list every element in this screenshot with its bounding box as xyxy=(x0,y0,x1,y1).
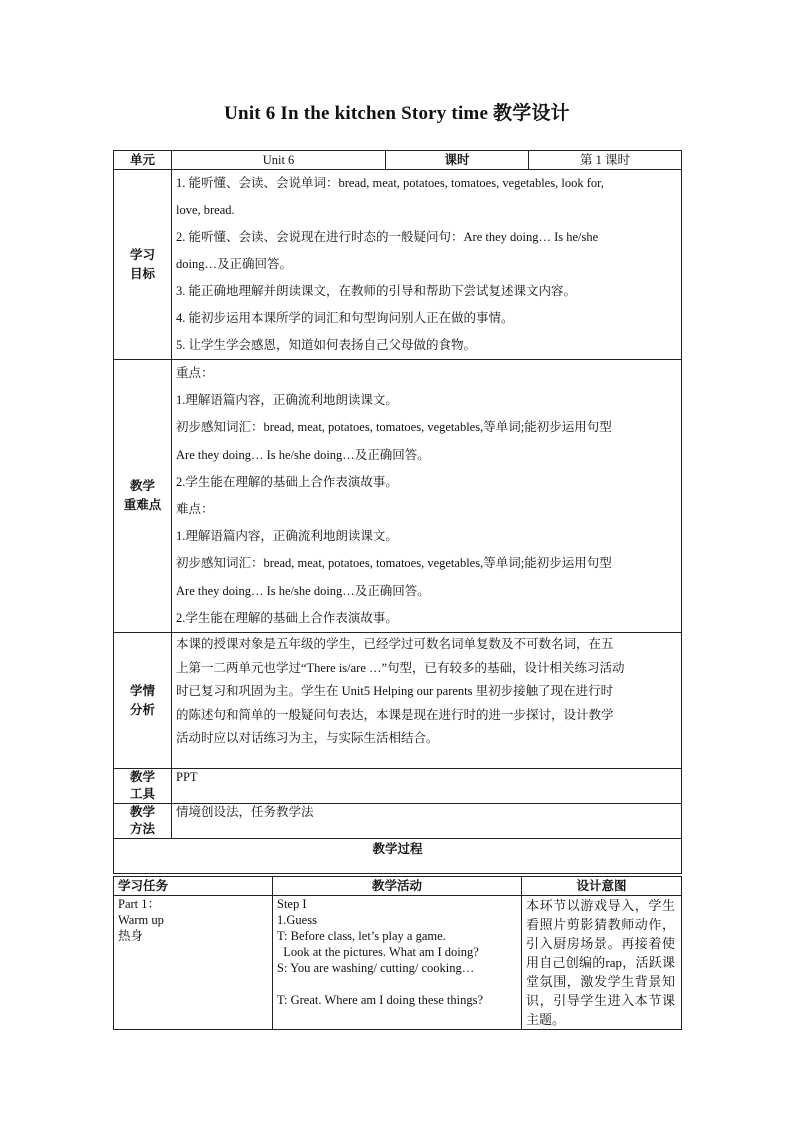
objectives-content xyxy=(172,170,682,360)
analysis-row xyxy=(114,633,682,769)
unit-value: Unit 6 xyxy=(172,151,386,170)
methods-value: 情境创设法，任务教学法 xyxy=(176,805,314,820)
activity-line: S: You are washing/ cutting/ cooking… xyxy=(277,961,475,975)
analysis-line: 时已复习和巩固为主。学生在 Unit5 Helping our parents 里初步接触了现在进行时 xyxy=(176,684,614,699)
intent-cell: 本环节以游戏导入，学生看照片剪影猜教师动作，引入厨房场景。再接着使用自己创编的rap，活跃课堂氛围，激发学生背景知识，引导学生进入本节课主题。 xyxy=(522,896,682,1030)
process-row xyxy=(114,896,682,1030)
objective-line: 1. 能听懂、会读、会说单词：bread, meat, potatoes, tomatoes, vegetables, look for, xyxy=(176,176,604,190)
analysis-line: 活动时应以对话练习为主，与实际生活相结合。 xyxy=(176,731,439,746)
unit-label: 单元 xyxy=(114,151,172,170)
methods-row xyxy=(114,804,682,839)
activity-line: Step I xyxy=(277,897,307,911)
col-activity-header: 教学活动 xyxy=(273,877,522,896)
task-line: Part 1： xyxy=(118,897,161,911)
methods-content xyxy=(172,804,682,839)
keypoint-line: 2.学生能在理解的基础上合作表演故事。 xyxy=(176,474,398,489)
analysis-line: 本课的授课对象是五年级的学生，已经学过可数名词单复数及不可数名词，在五 xyxy=(176,637,614,652)
process-heading-row xyxy=(114,839,682,874)
keypoint-line: 重点： xyxy=(176,366,214,380)
keypoint-line: 1.理解语篇内容，正确流利地朗读课文。 xyxy=(176,393,398,408)
process-table xyxy=(113,876,682,1030)
col-intent-header: 设计意图 xyxy=(522,877,682,896)
objectives-row xyxy=(114,170,682,360)
objective-line: 5. 让学生学会感恩，知道如何表扬自己父母做的食物。 xyxy=(176,338,477,352)
keypoints-content xyxy=(172,360,682,633)
activity-line: T: Before class, let’s play a game. xyxy=(277,929,446,943)
analysis-label: 学情 分析 xyxy=(114,633,172,769)
keypoint-line: 难点： xyxy=(176,502,214,517)
activity-line: Look at the pictures. What am I doing? xyxy=(277,945,479,959)
task-line: Warm up xyxy=(118,913,164,927)
tools-content xyxy=(172,769,682,804)
analysis-content xyxy=(172,633,682,769)
objective-line: 4. 能初步运用本课所学的词汇和句型询问别人正在做的事情。 xyxy=(176,311,514,325)
task-cell xyxy=(114,896,273,1030)
col-task-header: 学习任务 xyxy=(114,877,273,896)
keypoint-line: Are they doing… Is he/she doing…及正确回答。 xyxy=(176,447,430,462)
objective-line: 2. 能听懂、会读、会说现在进行时态的一般疑问句：Are they doing… Is he/she xyxy=(176,230,599,244)
objectives-label: 学习 目标 xyxy=(114,170,172,360)
analysis-line: 上第一二两单元也学过“There is/are …”句型，已有较多的基础，设计相关练习活动 xyxy=(176,660,625,675)
activity-line xyxy=(277,976,517,992)
period-label: 课时 xyxy=(386,151,529,170)
objective-line: love, bread. xyxy=(176,203,235,217)
objective-line: doing…及正确回答。 xyxy=(176,257,292,271)
process-header-row xyxy=(114,877,682,896)
keypoints-label: 教学 重难点 xyxy=(114,360,172,633)
activity-line: 1.Guess xyxy=(277,913,317,927)
tools-value: PPT xyxy=(176,770,198,785)
activity-cell xyxy=(273,896,522,1030)
tools-row xyxy=(114,769,682,804)
task-line: 热身 xyxy=(118,929,144,943)
tools-label: 教学 工具 xyxy=(114,769,172,804)
keypoint-line: 2.学生能在理解的基础上合作表演故事。 xyxy=(176,610,398,625)
keypoint-line: 初步感知词汇：bread, meat, potatoes, tomatoes, vegetables,等单词;能初步运用句型 xyxy=(176,420,612,435)
process-heading: 教学过程 xyxy=(114,839,682,874)
keypoint-line: 初步感知词汇：bread, meat, potatoes, tomatoes, vegetables,等单词;能初步运用句型 xyxy=(176,556,612,571)
header-row xyxy=(114,151,682,170)
keypoint-line: 1.理解语篇内容，正确流利地朗读课文。 xyxy=(176,529,398,544)
lesson-info-table xyxy=(113,150,682,874)
methods-label: 教学 方法 xyxy=(114,804,172,839)
keypoint-line: Are they doing… Is he/she doing…及正确回答。 xyxy=(176,583,430,598)
activity-line: T: Great. Where am I doing these things? xyxy=(277,993,484,1007)
analysis-line: 的陈述句和简单的一般疑问句表达，本课是现在进行时的进一步探讨，设计教学 xyxy=(176,707,614,722)
keypoints-row xyxy=(114,360,682,633)
objective-line: 3. 能正确地理解并朗读课文，在教师的引导和帮助下尝试复述课文内容。 xyxy=(176,284,577,298)
period-value: 第 1 课时 xyxy=(529,151,682,170)
page-title: Unit 6 In the kitchen Story time 教学设计 xyxy=(224,103,570,124)
